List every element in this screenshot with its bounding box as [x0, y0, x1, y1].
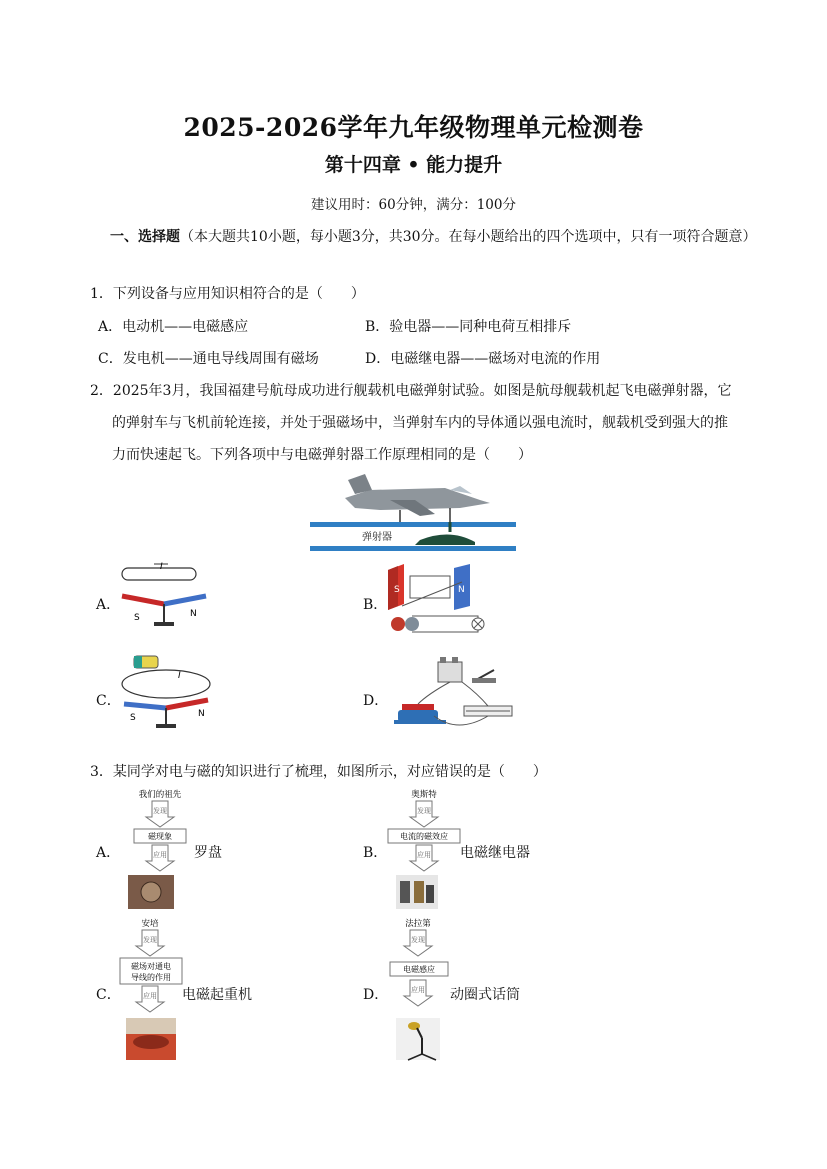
- q2-stem-line3: 力而快速起飞。下列各项中与电磁弹射器工作原理相同的是（ ）: [112, 447, 532, 463]
- pole-n-a: N: [190, 609, 197, 619]
- q1-option-a: A．电动机——电磁感应: [98, 319, 249, 335]
- q3-option-b-chart: [384, 785, 464, 915]
- pole-s-a: S: [134, 613, 140, 623]
- battery-pack: [438, 662, 462, 682]
- deck-stripe-top: [310, 522, 516, 527]
- catapult-shuttle: [415, 534, 475, 545]
- section-title: 一、选择题: [110, 229, 180, 245]
- q2-option-c-label: C．: [96, 693, 121, 709]
- q2-option-c-figure: [116, 652, 216, 732]
- q3-option-b-label: B．: [363, 845, 388, 861]
- q3-a-top: 我们的祖先: [138, 790, 182, 800]
- q3-d-arrow2: 应用: [411, 986, 425, 994]
- q3-a-arrow1: 发现: [153, 807, 167, 815]
- pole-s-c: S: [130, 713, 136, 723]
- q3-b-box: 电流的磁效应: [400, 832, 448, 841]
- q3-c-result: 电磁起重机: [182, 987, 252, 1003]
- q3-b-arrow1: 发现: [417, 807, 431, 815]
- page-title: 2025-2026学年九年级物理单元检测卷: [183, 113, 644, 142]
- q2-catapult-figure: [310, 470, 518, 556]
- q2-option-b-figure: [382, 560, 494, 640]
- q2-option-d-figure: [388, 654, 518, 738]
- q3-c-arrow2: 应用: [143, 992, 157, 1000]
- q3-a-result: 罗盘: [194, 845, 222, 861]
- q2-option-a-label: A．: [96, 597, 121, 613]
- current-label-c: I: [178, 671, 181, 681]
- pole-n-b: N: [458, 585, 465, 595]
- catapult-label: 弹射器: [362, 532, 392, 543]
- q3-b-arrow2: 应用: [417, 851, 431, 859]
- q3-d-top: 法拉第: [405, 919, 431, 929]
- q1-option-b: B．验电器——同种电荷互相排斥: [365, 319, 572, 335]
- q3-b-top: 奥斯特: [411, 790, 437, 800]
- q1-option-d: D．电磁继电器——磁场对电流的作用: [365, 351, 601, 367]
- q3-c-box1: 磁场对通电: [131, 962, 171, 971]
- page-subtitle: 第十四章 • 能力提升: [324, 154, 503, 176]
- q2-option-d-label: D．: [363, 693, 389, 709]
- q2-stem-line1: 2．2025年3月，我国福建号航母成功进行舰载机电磁弹射试验。如图是航母舰载机起飞电磁弹射器，它: [90, 383, 732, 399]
- wire-tube: [122, 568, 196, 580]
- q3-option-c-label: C．: [96, 987, 121, 1003]
- q2-option-b-label: B．: [363, 597, 388, 613]
- q3-c-box2: 导线的作用: [131, 973, 171, 982]
- q1-option-c: C．发电机——通电导线周围有磁场: [98, 351, 319, 367]
- q3-b-result: 电磁继电器: [460, 845, 530, 861]
- q3-stem: 3．某同学对电与磁的知识进行了梳理，如图所示，对应错误的是（ ）: [90, 764, 547, 780]
- pole-s-b: S: [394, 585, 400, 595]
- q3-option-a-chart: [120, 785, 200, 915]
- q3-d-arrow1: 发现: [411, 936, 425, 944]
- q2-option-a-figure: [116, 560, 216, 632]
- q1-stem: 1．下列设备与应用知识相符合的是（ ）: [90, 286, 365, 302]
- q3-a-box: 磁现象: [148, 832, 172, 841]
- q3-c-arrow1: 发现: [143, 936, 157, 944]
- current-label-a: I: [160, 562, 163, 572]
- section-desc: （本大题共10小题，每小题3分，共30分。在每小题给出的四个选项中，只有一项符合题意）: [180, 229, 757, 245]
- q3-d-result: 动圈式话筒: [450, 987, 520, 1003]
- q3-c-top: 安培: [141, 919, 159, 929]
- q2-stem-line2: 的弹射车与飞机前轮连接，并处于强磁场中，当弹射车内的导体通以强电流时，舰载机受到强大的推: [112, 415, 728, 431]
- q3-option-a-label: A．: [96, 845, 121, 861]
- deck-stripe-bottom: [310, 546, 516, 551]
- time-info: 建议用时：60分钟，满分：100分: [311, 197, 516, 213]
- q3-d-box: 电磁感应: [403, 965, 435, 974]
- pole-n-c: N: [198, 709, 205, 719]
- q3-a-arrow2: 应用: [153, 851, 167, 859]
- q3-option-d-label: D．: [363, 987, 389, 1003]
- section-heading: [110, 224, 760, 250]
